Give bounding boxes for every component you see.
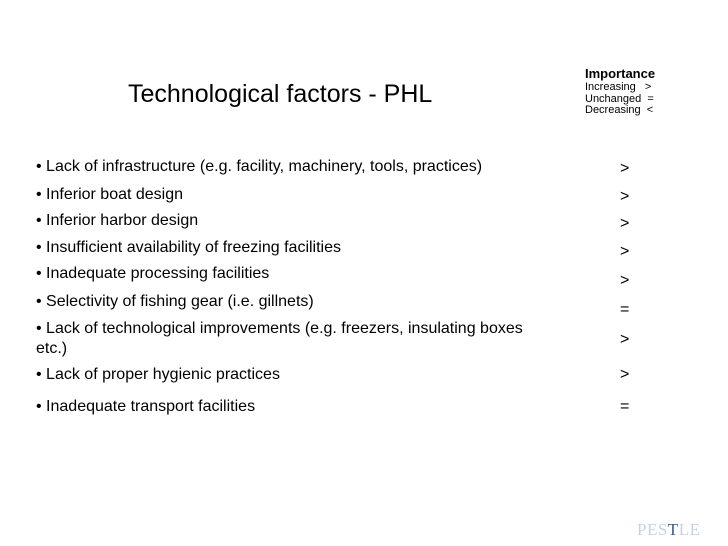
factor-item: • Lack of proper hygienic practices [36,366,280,383]
importance-mark: = [620,301,630,318]
factor-item: • Inferior boat design [36,186,184,203]
logo-text-start: PES [637,520,668,539]
pestle-logo [637,520,700,540]
factor-item: • Selectivity of fishing gear (i.e. gillnets) [36,293,314,310]
legend-increasing: Increasing > [585,81,652,93]
factor-item: • Inferior harbor design [36,212,199,229]
importance-mark: > [620,160,630,177]
legend-heading: Importance [585,66,656,81]
logo-text-end: LE [678,520,701,539]
importance-mark: > [620,272,630,289]
factor-item: • Inadequate transport facilities [36,398,256,415]
legend-unchanged: Unchanged = [585,92,654,105]
factor-item: • Lack of technological improvements (e.g. freezers, insulating boxes etc.) [36,320,523,357]
importance-legend [585,66,655,117]
importance-mark: > [620,215,630,232]
factor-item: • Insufficient availability of freezing facilities [36,239,342,256]
importance-mark: > [620,366,630,383]
importance-mark: > [620,331,630,348]
page-title: Technological factors - PHL [128,80,433,108]
factor-item: • Lack of infrastructure (e.g. facility, machinery, tools, practices) [36,158,483,175]
factor-item: • Inadequate processing facilities [36,265,270,282]
legend-decreasing: Decreasing < [585,104,654,116]
importance-mark: = [620,398,630,415]
importance-mark: > [620,188,630,205]
importance-mark: > [620,243,630,260]
logo-text-highlight: T [667,520,679,539]
